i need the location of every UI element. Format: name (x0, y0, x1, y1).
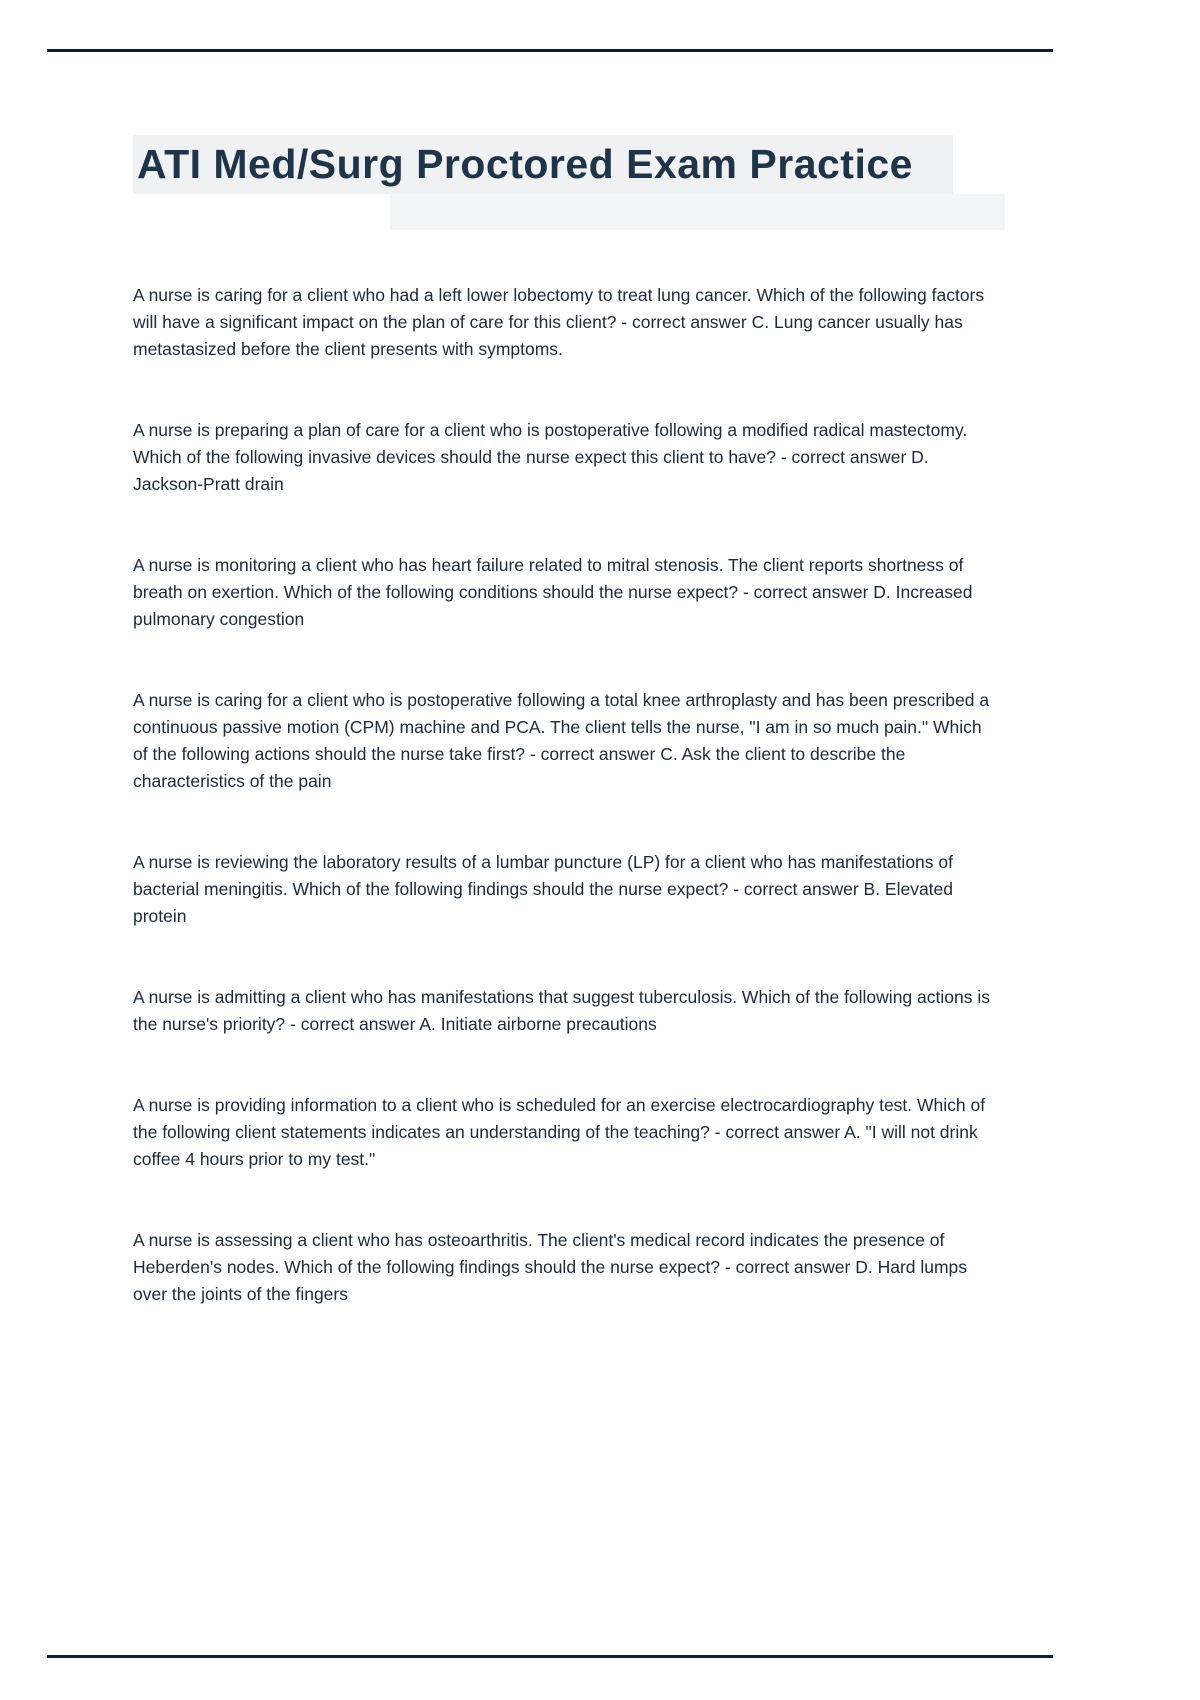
qa-list (133, 282, 1001, 1308)
qa-paragraph: A nurse is caring for a client who is postoperative following a total knee arthroplasty and has been prescribed a continuous passive motion (CPM) machine and PCA. The client tells the nurse, "I am in so much pain." Which of the following actions should the nurse take first? - correct answer C. Ask the client to describe the characteristics of the pain (133, 690, 990, 792)
page-title: ATI Med/Surg Proctored Exam Practice (133, 135, 953, 194)
bottom-border-rule (47, 1655, 1053, 1658)
qa-paragraph: A nurse is reviewing the laboratory results of a lumbar puncture (LP) for a client who has manifestations of bacterial meningitis. Which of the following findings should the nurse expect? - correct answer B. Elevated protein (133, 852, 954, 927)
qa-paragraph: A nurse is monitoring a client who has heart failure related to mitral stenosis. The client reports shortness of breath on exertion. Which of the following conditions should the nurse expect? - correct answer D. Increased pulmonary congestion (133, 555, 973, 630)
title-block (133, 135, 1001, 230)
title-highlight-tail (390, 194, 1005, 230)
page-content (133, 135, 1001, 1362)
qa-paragraph: A nurse is assessing a client who has osteoarthritis. The client's medical record indicates the presence of Heberden's nodes. Which of the following findings should the nurse expect? - correct answer D. Hard lumps over the joints of the fingers (133, 1230, 968, 1305)
top-border-rule (47, 49, 1053, 52)
qa-paragraph: A nurse is preparing a plan of care for a client who is postoperative following a modified radical mastectomy. Which of the following invasive devices should the nurse expect this client to have? - correct answer D. Jackson-Pratt drain (133, 420, 968, 495)
qa-paragraph: A nurse is providing information to a client who is scheduled for an exercise electrocardiography test. Which of the following client statements indicates an understanding of the teaching? - correct answer A. "I will not drink coffee 4 hours prior to my test." (133, 1095, 986, 1170)
qa-paragraph: A nurse is caring for a client who had a left lower lobectomy to treat lung cancer. Which of the following factors will have a significant impact on the plan of care for this client? - correct answer C. Lung cancer usually has metastasized before the client presents with symptoms. (133, 285, 985, 360)
qa-paragraph: A nurse is admitting a client who has manifestations that suggest tuberculosis. Which of the following actions is the nurse's priority? - correct answer A. Initiate airborne precautions (133, 987, 990, 1035)
